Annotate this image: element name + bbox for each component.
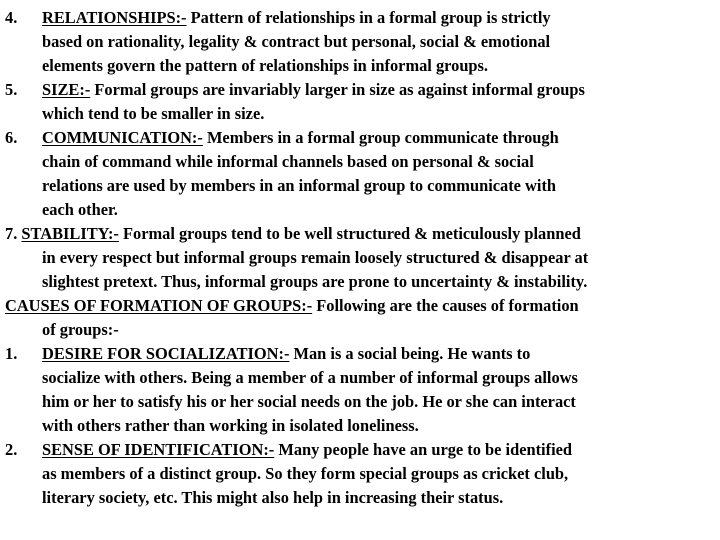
item-text-line: which tend to be smaller in size. xyxy=(42,104,265,123)
item-heading: STABILITY:- xyxy=(21,224,119,243)
item-number: 6. xyxy=(5,128,18,147)
cause-first-line xyxy=(42,438,572,462)
item-number: 5. xyxy=(5,80,18,99)
item-text-line: chain of command while informal channels based on personal & social xyxy=(42,152,534,171)
cause-text-line: him or her to satisfy his or her social needs on the job. He or she can interact xyxy=(42,392,576,411)
section-text-line: of groups:- xyxy=(42,320,119,339)
item-text: Members in a formal group communicate through xyxy=(202,128,559,147)
item-first-line xyxy=(42,126,559,150)
section-heading: CAUSES OF FORMATION OF GROUPS:- xyxy=(5,296,313,315)
cause-text: Man is a social being. He wants to xyxy=(289,344,531,363)
cause-text: Many people have an urge to be identified xyxy=(274,440,573,459)
item-heading: COMMUNICATION:- xyxy=(42,128,203,147)
cause-first-line xyxy=(42,342,530,366)
cause-text-line: literary society, etc. This might also help in increasing their status. xyxy=(42,488,504,507)
item-number: 7. xyxy=(5,224,18,243)
item-text: Pattern of relationships in a formal group is strictly xyxy=(186,8,551,27)
item-first-line xyxy=(5,222,581,246)
item-heading: RELATIONSHIPS:- xyxy=(42,8,187,27)
cause-text-line: as members of a distinct group. So they form special groups as cricket club, xyxy=(42,464,569,483)
section-text: Following are the causes of formation xyxy=(312,296,579,315)
item-text-line: slightest pretext. Thus, informal groups are prone to uncertainty & instability. xyxy=(42,272,588,291)
item-first-line xyxy=(42,78,585,102)
cause-heading: DESIRE FOR SOCIALIZATION:- xyxy=(42,344,290,363)
item-text-line: elements govern the pattern of relationships in informal groups. xyxy=(42,56,489,75)
section-heading-line xyxy=(5,294,579,318)
item-text-line: in every respect but informal groups remain loosely structured & disappear at xyxy=(42,248,589,267)
item-text-line: each other. xyxy=(42,200,118,219)
item-text: Formal groups tend to be well structured & meticulously planned xyxy=(118,224,581,243)
item-first-line xyxy=(42,6,551,30)
cause-text-line: with others rather than working in isolated loneliness. xyxy=(42,416,419,435)
item-text-line: based on rationality, legality & contract but personal, social & emotional xyxy=(42,32,551,51)
cause-heading: SENSE OF IDENTIFICATION:- xyxy=(42,440,275,459)
cause-number: 2. xyxy=(5,440,18,459)
item-number: 4. xyxy=(5,8,18,27)
cause-text-line: socialize with others. Being a member of a number of informal groups allows xyxy=(42,368,578,387)
cause-number: 1. xyxy=(5,344,18,363)
item-text-line: relations are used by members in an informal group to communicate with xyxy=(42,176,557,195)
item-text: Formal groups are invariably larger in size as against informal groups xyxy=(90,80,585,99)
item-heading: SIZE:- xyxy=(42,80,91,99)
